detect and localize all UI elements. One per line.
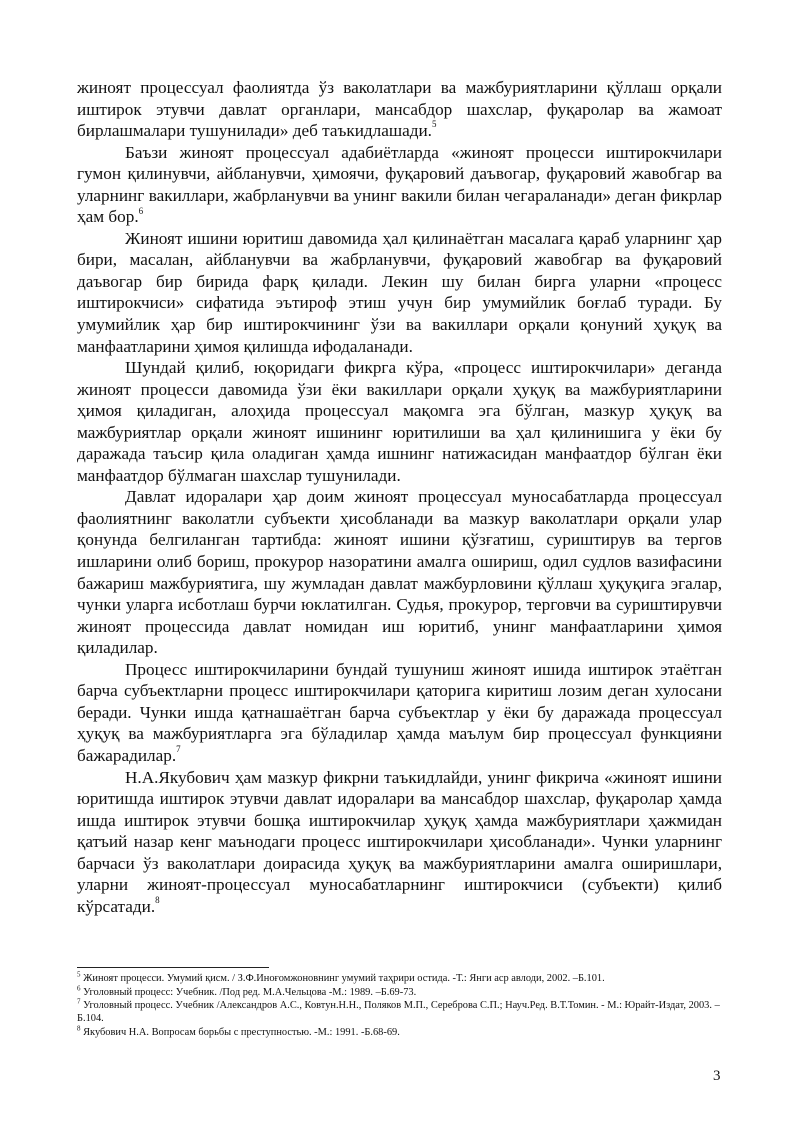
footnote-divider bbox=[77, 967, 269, 968]
paragraph: Шундай қилиб, юқоридаги фикрга кўра, «процесс иштирокчилари» деганда жиноят процесси давомида ўзи ёки вакиллари орқали ҳуқуқ ва мажбуриятларини ҳимоя қиладиган, алоҳида процессуал мақомга эга бўлган, мазкур ҳуқуқ ва мажбуриятлар орқали жиноят ишининг юритилиши ва ҳал қилинишига у ёки бу даражада таъсир қила оладиган ҳамда ишнинг натижасидан манфаатдор бўлган ёки манфаатдор бўлмаган шахслар тушунилади. bbox=[77, 358, 722, 485]
footnote-ref: 8 bbox=[155, 895, 160, 906]
body-text bbox=[77, 77, 722, 917]
paragraph: жиноят процессуал фаолиятда ўз ваколатлари ва мажбуриятларини қўллаш орқали иштирок этувчи давлат органлари, мансабдор шахслар, фуқаролар ва жамоат бирлашмалари тушунилади» деб таъкидлашади.$^5$ bbox=[77, 78, 722, 141]
paragraph: Процесс иштирокчиларини бундай тушуниш жиноят ишида иштирок этаётган барча субъектларни процесс иштирокчилари қаторига киритиш лозим деган хулосани беради. Чунки ишда қатнашаётган барча субъектлар у ёки бу даражада процессуал ҳуқуқ ва мажбуриятларга эга бўладилар ҳамда маълум бир процессуал функцияни бажарадилар.$^7$ bbox=[77, 659, 722, 765]
paragraph: Жиноят ишини юритиш давомида ҳал қилинаётган масалага қараб уларнинг ҳар бири, масалан, айбланувчи ва жабрланувчи, фуқаровий жавобгар ва фуқаровий даъвогар бир бирида фарқ қилади. Лекин шу билан бирга уларни «процесс иштирокчиси» сифатида эътироф этиш учун бир умумийлик боғлаб туради. Бу умумийлик ҳар бир иштирокчининг ўзи ва вакиллари орқали қонуний ҳуқуқ ва манфаатларини ҳимоя қилишда ифодаланади. bbox=[77, 228, 722, 356]
paragraph: Давлат идоралари ҳар доим жиноят процессуал муносабатларда процессуал фаолиятнинг ваколатли субъекти ҳисобланади ва мазкур ваколатлари орқали улар қонунда белгиланган тартибда: жиноят ишини қўзғатиш, суриштирув ва тергов ишларини олиб бориш, прокурор назоратини амалга ошириш, одил судлов вазифасини бажариш мажбуриятига, шу жумладан давлат мажбурловини қўллаш ҳуқуқига эгалар, чунки уларга исботлаш бурчи юклатилган. Судья, прокурор, терговчи ва суриштирувчи жиноят процессида давлат номидан иш юритиб, унинг манфаатларини ҳимоя қиладилар. bbox=[77, 487, 722, 658]
footnote: $^8$ Якубович Н.А. Вопросам борьбы с преступностью. -М.: 1991. -Б.68-69. bbox=[77, 1024, 400, 1038]
footnote-ref: 5 bbox=[431, 119, 437, 130]
paragraph: Н.А.Якубович ҳам мазкур фикрни таъкидлайди, унинг фикрича «жиноят ишини юритишда иштирок этувчи давлат идоралари ва мансабдор шахслар, фуқаролар ҳамда ишда иштирок этувчи бошқа иштирокчилар ҳуқуқ ҳамда мажбуриятлари ҳажмидан қатъий назар кенг маънодаги процесс иштирокчилари ҳисобланади». Чунки уларнинг барчаси ўз ваколатлари доирасида ҳуқуқ ва мажбуриятларини амалга оширишлари, уларни жиноят-процессуал муносабатларнинг иштирокчиси (субъекти) қилиб кўрсатади.$^8$ bbox=[77, 767, 722, 916]
paragraph: Баъзи жиноят процессуал адабиётларда «жиноят процесси иштирокчилари гумон қилинувчи, айбланувчи, ҳимоячи, фуқаровий даъвогар, фуқаровий жавобгар ва уларнинг вакиллари, жабрланувчи ва унинг вакили билан чегараланади» деган фикрлар ҳам бор.$^6$ bbox=[77, 142, 722, 227]
footnote: $^7$ Уголовный процесс. Учебник /Александров А.С., Ковтун.Н.Н., Поляков М.П., Сереброва С.П.; Науч.Ред. В.Т.Томин. - М.: Юрайт-Издат, 2003. –Б.104. bbox=[77, 997, 720, 1024]
footnote: $^6$ Уголовный процесс: Учебник. /Под ред. М.А.Чельцова -М.: 1989. –Б.69-73. bbox=[77, 984, 417, 998]
footnote: $^5$ Жиноят процесси. Умумий қисм. / З.Ф.Иноғомжоновнинг умумий таҳрири остида. -Т.: Янги аср авлоди, 2002. –Б.101. bbox=[77, 970, 605, 984]
footnote-ref: 6 bbox=[138, 205, 144, 216]
footnotes bbox=[77, 967, 722, 1039]
footnote-ref: 7 bbox=[176, 744, 181, 755]
page-number: 3 bbox=[713, 1068, 721, 1084]
